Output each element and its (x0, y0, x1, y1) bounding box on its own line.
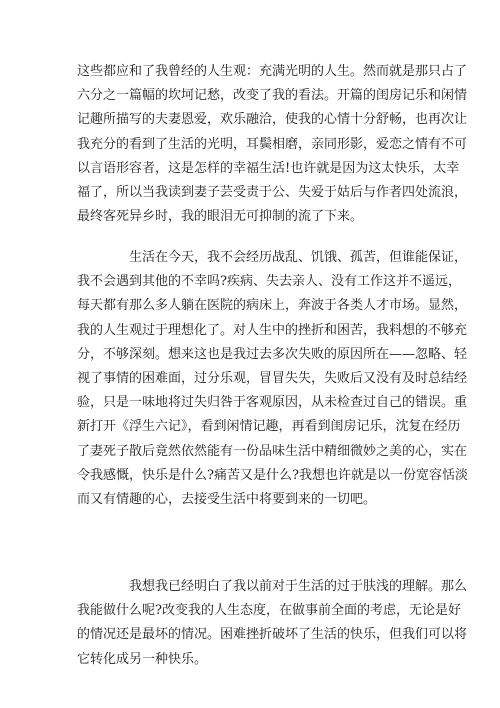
text-line: 我不会遇到其他的不幸吗?疾病、失去亲人、没有工作这并不遥远， (77, 274, 461, 290)
text-line: 六分之一篇幅的坎坷记愁，改变了我的看法。开篇的闺房记乐和闲情 (77, 88, 468, 104)
paragraph-1 (77, 60, 468, 229)
text-line: 新打开《浮生六记》，看到闲情记趣，再看到闺房记乐，沈复在经历 (77, 419, 461, 435)
text-line: 了妻死子散后竟然依然能有一份品味生活中精细微妙之美的心，实在 (77, 443, 468, 459)
text-line: 我能做什么呢?改变我的人生态度，在做事前全面的考虑，无论是好 (77, 603, 461, 619)
text-line: 我想我已经明白了我以前对于生活的过于肤浅的理解。那么 (129, 579, 468, 594)
text-line: 福了，所以当我读到妻子芸受责于公、失爱于姑后与作者四处流浪， (77, 184, 468, 200)
text-line: 记趣所描写的夫妻恩爱，欢乐融洽，使我的心情十分舒畅，也再次让 (77, 112, 468, 128)
paragraph-2 (77, 246, 468, 512)
text-line: 每天都有那么多人躺在医院的病床上，奔波于各类人才市场。显然， (77, 298, 468, 314)
text-line: 生活在今天，我不会经历战乱、饥饿、孤苦，但谁能保证， (129, 250, 468, 265)
text-line: 视了事情的困难面，过分乐观，冒冒失失，失败后又没有及时总结经 (77, 370, 468, 386)
text-line: 以言语形容者，这是怎样的幸福生活!也许就是因为这太快乐，太幸 (77, 160, 460, 176)
text-line: 而又有情趣的心，去接受生活中将要到来的一切吧。 (77, 491, 377, 507)
text-line: 这些都应和了我曾经的人生观：充满光明的人生。然而就是那只占了 (77, 64, 468, 79)
text-line: 它转化成另一种快乐。 (77, 651, 208, 667)
text-line: 分，不够深刻。想来这也是我过去多次失败的原因所在——忽略、轻 (77, 346, 468, 362)
text-line: 令我感慨，快乐是什么?痛苦又是什么?我想也许就是以一份宽容恬淡 (77, 467, 468, 483)
paragraph-3 (77, 575, 468, 672)
text-line: 最终客死异乡时，我的眼泪无可抑制的流了下来。 (77, 209, 364, 225)
text-line: 我的人生观过于理想化了。对人生中的挫折和困苦，我料想的不够充 (77, 322, 468, 338)
text-line: 验，只是一味地将过失归咎于客观原因，从未检查过自己的错误。重 (77, 395, 468, 411)
text-line: 的情况还是最坏的情况。困难挫折破坏了生活的快乐，但我们可以将 (77, 627, 468, 643)
text-line: 我充分的看到了生活的光明，耳鬓相磨，亲同形影，爱恋之情有不可 (77, 136, 468, 152)
